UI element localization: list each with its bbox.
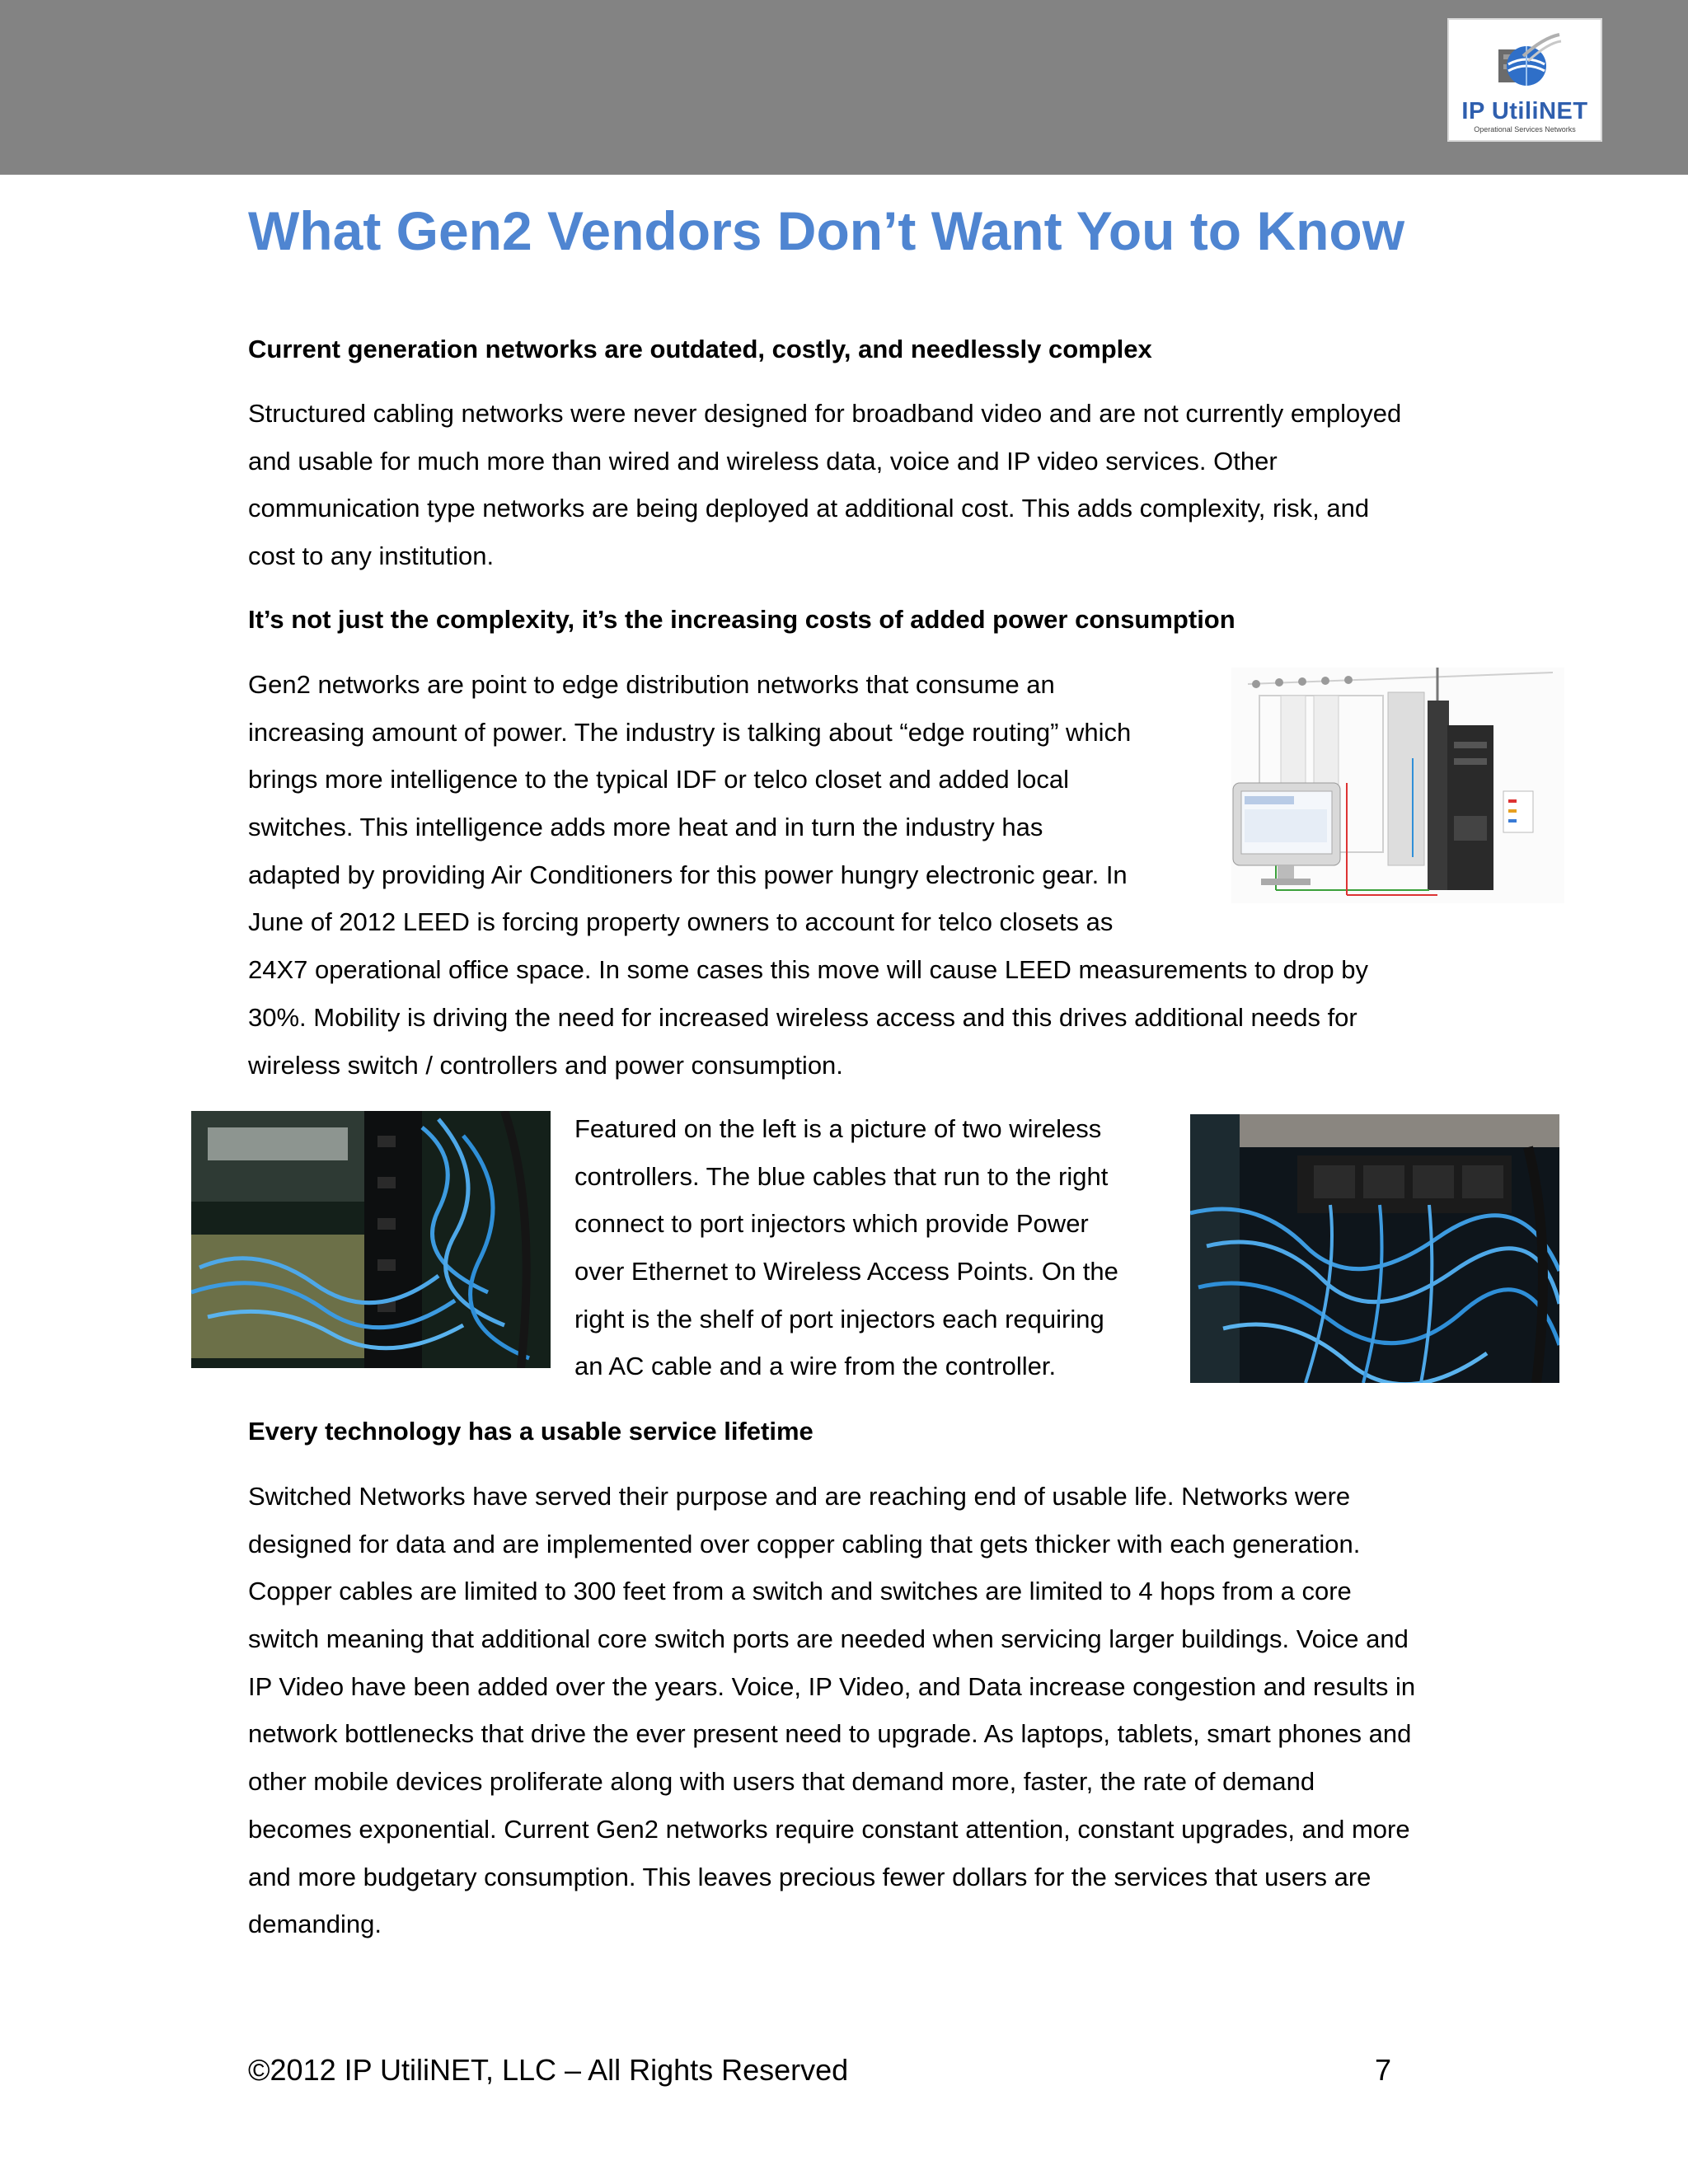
paragraph-line: cost to any institution. <box>248 541 495 571</box>
section-paragraph <box>248 661 1368 1089</box>
paragraph-line: switch meaning that additional core switch ports are needed when servicing larger buildings. Voice and <box>248 1624 1409 1654</box>
caption-line: over Ethernet to Wireless Access Points. On the <box>574 1257 1118 1286</box>
paragraph-line: June of 2012 LEED is forcing property owners to account for telco closets as <box>248 907 1114 937</box>
logo-tagline: Operational Services Networks <box>1474 125 1576 134</box>
paragraph-line: network bottlenecks that drive the ever present need to upgrade. As laptops, tablets, smart phones and <box>248 1719 1412 1749</box>
section-heading: It’s not just the complexity, it’s the increasing costs of added power consumption <box>248 605 1236 634</box>
photo-caption <box>574 1105 1118 1390</box>
paragraph-line: Gen2 networks are point to edge distribution networks that consume an <box>248 670 1055 699</box>
paragraph-line: Structured cabling networks were never designed for broadband video and are not currently employed <box>248 399 1402 428</box>
port-injectors-photo <box>1190 1114 1559 1383</box>
caption-line: Featured on the left is a picture of two wireless <box>574 1114 1102 1143</box>
paragraph-line: becomes exponential. Current Gen2 networks require constant attention, constant upgrades, and more <box>248 1814 1410 1844</box>
paragraph-line: adapted by providing Air Conditioners for this power hungry electronic gear. In <box>248 860 1128 889</box>
paragraph-line: communication type networks are being deployed at additional cost. This adds complexity, risk, and <box>248 494 1370 523</box>
paragraph-line: other mobile devices proliferate along with users that demand more, faster, the rate of demand <box>248 1767 1315 1797</box>
logo-name: IP UtiliNET <box>1461 98 1588 124</box>
footer-copyright: ©2012 IP UtiliNET, LLC – All Rights Reserved <box>248 2053 849 2087</box>
company-logo <box>1447 18 1602 142</box>
paragraph-line: 30%. Mobility is driving the need for increased wireless access and this drives additional needs for <box>248 1002 1357 1032</box>
caption-line: an AC cable and a wire from the controller. <box>574 1352 1057 1381</box>
page-number: 7 <box>1375 2053 1392 2087</box>
section-paragraph <box>248 1473 1415 1948</box>
paragraph-line: designed for data and are implemented over copper cabling that gets thicker with each generation. <box>248 1529 1361 1558</box>
paragraph-line: brings more intelligence to the typical IDF or telco closet and added local <box>248 765 1069 794</box>
section-heading: Every technology has a usable service lifetime <box>248 1417 814 1446</box>
globe-swoosh-icon <box>1490 31 1563 96</box>
paragraph-line: and more budgetary consumption. This leaves precious fewer dollars for the services that users are <box>248 1862 1372 1891</box>
section-paragraph <box>248 390 1401 580</box>
paragraph-line: Copper cables are limited to 300 feet from a switch and switches are limited to 4 hops from a core <box>248 1577 1352 1606</box>
header-bar <box>0 0 1688 175</box>
wireless-controllers-photo <box>191 1111 551 1368</box>
page-title: What Gen2 Vendors Don’t Want You to Know <box>248 200 1405 261</box>
paragraph-line: increasing amount of power. The industry is talking about “edge routing” which <box>248 717 1132 747</box>
section-heading: Current generation networks are outdated, costly, and needlessly complex <box>248 335 1152 363</box>
network-closet-diagram <box>1231 668 1564 903</box>
caption-line: controllers. The blue cables that run to the right <box>574 1161 1109 1191</box>
caption-line: connect to port injectors which provide Power <box>574 1209 1089 1239</box>
paragraph-line: and usable for much more than wired and wireless data, voice and IP video services. Other <box>248 446 1278 476</box>
paragraph-line: switches. This intelligence adds more heat and in turn the industry has <box>248 813 1043 842</box>
paragraph-line: wireless switch / controllers and power consumption. <box>248 1050 843 1080</box>
paragraph-line: 24X7 operational office space. In some cases this move will cause LEED measurements to drop by <box>248 955 1368 985</box>
paragraph-line: IP Video have been added over the years. Voice, IP Video, and Data increase congestion and results in <box>248 1671 1416 1701</box>
caption-line: right is the shelf of port injectors each requiring <box>574 1304 1104 1333</box>
paragraph-line: Switched Networks have served their purpose and are reaching end of usable life. Networks were <box>248 1482 1351 1511</box>
paragraph-line: demanding. <box>248 1910 382 1939</box>
